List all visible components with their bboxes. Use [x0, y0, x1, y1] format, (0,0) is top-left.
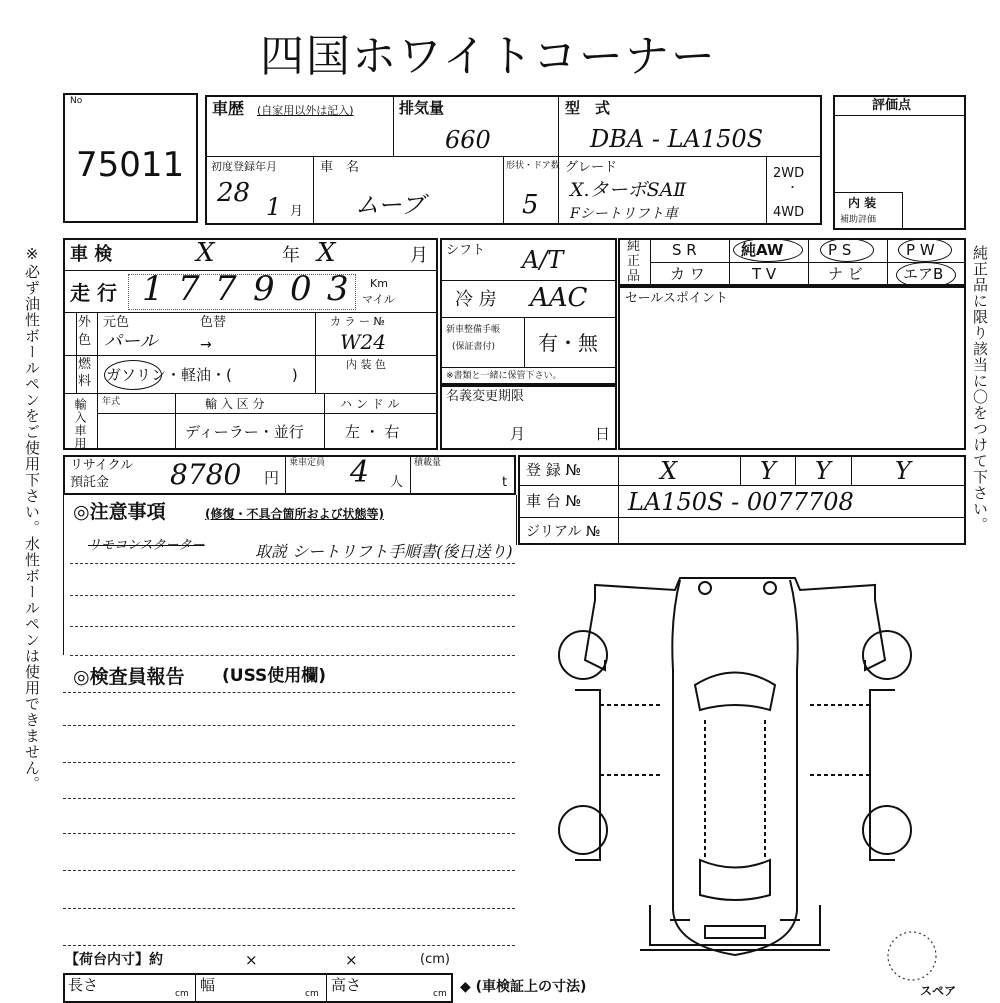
name-change-label: 名義変更期限: [446, 389, 525, 404]
color-no-label: カ ラ ー №: [330, 315, 385, 328]
drive-dot: ・: [787, 181, 798, 194]
spare-tire-icon: [880, 928, 946, 984]
notes-line: [70, 655, 515, 656]
notes-line-1: 取説 シートリフト手順書(後日送り): [255, 542, 513, 561]
equipment-sr: S R: [672, 241, 697, 259]
mileage-digit: 3: [327, 269, 349, 309]
inspector-line: [63, 870, 515, 871]
history-note: (自家用以外は記入): [257, 104, 354, 117]
length-unit: cm: [175, 989, 189, 999]
registration-value-2: Y: [760, 457, 776, 485]
chassis-value: LA150S - 0077708: [628, 488, 854, 516]
first-reg-year: 28: [217, 178, 251, 208]
car-name-label: 車 名: [320, 160, 360, 175]
history-label: 車歴: [212, 99, 245, 118]
shaken-year-value: X: [196, 238, 215, 268]
notes-subtitle: (修復・不具合箇所および状態等): [205, 507, 384, 521]
equipment-label-3: 品: [627, 269, 641, 284]
exterior-label-1: 外: [78, 315, 92, 330]
equipment-label-1: 純: [627, 239, 641, 254]
mileage-digit: 0: [290, 269, 312, 309]
equipment-label-2: 正: [627, 254, 641, 269]
first-reg-month-unit: 月: [290, 204, 304, 219]
height-unit: cm: [433, 989, 447, 999]
warranty-note: ※書類と一緒に保管下さい。: [446, 371, 562, 381]
capacity-label: 乗車定員: [289, 458, 326, 468]
spare-label: スペア: [920, 984, 957, 998]
exterior-label-2: 色: [78, 333, 92, 348]
notes-line: [70, 595, 515, 596]
grade-value-2: Fシートリフト車: [570, 206, 678, 222]
inspector-subtitle: (USS使用欄): [222, 666, 327, 686]
displacement-label: 排気量: [399, 99, 445, 117]
color-no-value: W24: [340, 330, 387, 354]
score-label: 評価点: [872, 98, 912, 113]
pw-circle-mark: [898, 238, 952, 262]
sales-point-label: セールスポイント: [625, 291, 728, 306]
registration-value-4: Y: [895, 457, 911, 485]
notes-struck-text: リモコンスターター: [88, 538, 205, 553]
length-label: 長さ: [68, 976, 99, 994]
equipment-pw: P W: [906, 241, 935, 259]
grade-label: グレード: [565, 160, 618, 175]
handle-label: ハ ン ド ル: [340, 397, 400, 411]
shaken-month-unit: 月: [410, 245, 428, 266]
orig-color-value: パール: [104, 331, 158, 352]
capacity-unit: 人: [390, 475, 404, 490]
registration-value-1: X: [660, 457, 678, 485]
dimensions-grid: [63, 973, 453, 1003]
doors-label: 形状・ドア数: [506, 161, 560, 171]
shaken-year-unit: 年: [282, 245, 300, 266]
equipment-airbag: エアB: [903, 265, 944, 283]
first-reg-label: 初度登録年月: [211, 160, 277, 173]
name-change-month: 月: [510, 425, 526, 443]
model-type-value: DBA - LA150S: [590, 125, 764, 153]
fuel-label-1: 燃: [78, 357, 92, 372]
ac-label: 冷 房: [455, 289, 497, 310]
serial-label: ジリアル №: [526, 524, 601, 540]
interior-score-label: 内 装: [848, 196, 877, 210]
warranty-options: 有・無: [538, 331, 598, 355]
orig-color-label: 元色: [103, 315, 130, 330]
interior-color-label: 内 装 色: [346, 358, 386, 371]
height-label: 高さ: [331, 976, 362, 994]
aux-score-label: 補助評価: [840, 215, 877, 225]
doors-value: 5: [522, 190, 539, 220]
lot-label: No: [70, 96, 83, 106]
inspector-line: [63, 798, 515, 799]
warranty-label-1: 新車整備手帳: [446, 325, 501, 335]
car-diagram: [555, 560, 915, 975]
recycle-label-1: リサイクル: [70, 458, 134, 473]
left-side-note: ※必ず油性ボールペンをご使用下さい。水性ボールペンは使用できません。: [23, 245, 41, 792]
handle-options: 左 ・ 右: [345, 423, 400, 441]
mileage-digit: 7: [178, 269, 200, 309]
sales-point-box: [618, 286, 966, 450]
recycle-label-2: 預託金: [70, 475, 110, 490]
equipment-tv: T V: [752, 265, 777, 283]
inspector-line: [63, 762, 515, 763]
lot-number: 75011: [76, 145, 185, 185]
equipment-navi: ナ ビ: [828, 265, 863, 283]
displacement-value: 660: [445, 126, 491, 154]
equipment-aw: 純AW: [741, 241, 784, 259]
mileage-unit-mile: マイル: [362, 293, 395, 306]
cargo-unit: (cm): [420, 952, 450, 967]
fuel-label-2: 料: [78, 374, 92, 389]
name-change-day: 日: [595, 425, 611, 443]
ac-value: AAC: [530, 283, 588, 313]
load-unit: t: [502, 475, 508, 490]
fuel-circle-mark: [104, 360, 162, 390]
capacity-value: 4: [350, 455, 370, 490]
right-side-note: 純正品に限り該当に〇をつけて下さい。: [971, 245, 989, 533]
airbag-circle-mark: [896, 262, 956, 288]
aw-circle-mark: [733, 238, 803, 262]
recycle-value: 8780: [170, 458, 242, 491]
mileage-digit: 1: [142, 269, 164, 309]
shaken-month-value: X: [317, 238, 336, 268]
car-name-value: ムーブ: [355, 191, 425, 219]
import-class-label: 輸 入 区 分: [205, 397, 265, 411]
notes-line: [70, 626, 515, 627]
mileage-digit: 9: [253, 269, 275, 309]
inspector-line: [63, 725, 515, 726]
equipment-ps: P S: [828, 241, 852, 259]
width-unit: cm: [305, 989, 319, 999]
inspector-title: ◎検査員報告: [73, 666, 185, 688]
mileage-unit-km: Km: [370, 277, 388, 290]
drive-2wd: 2WD: [773, 166, 805, 181]
import-label: 輸入車用: [73, 398, 87, 450]
inspector-line: [63, 908, 515, 909]
chassis-label: 車 台 №: [526, 492, 582, 510]
inspector-line: [63, 833, 515, 834]
cargo-x2: ×: [345, 951, 358, 969]
shift-label: シフト: [446, 243, 486, 258]
inspector-line: [63, 692, 515, 693]
ps-circle-mark: [820, 238, 874, 262]
warranty-label-2: (保証書付): [452, 342, 496, 352]
shaken-label: 車 検: [70, 244, 113, 265]
equipment-leather: カ ワ: [670, 265, 705, 283]
inspector-line: [63, 945, 515, 946]
width-label: 幅: [200, 976, 216, 994]
registration-value-3: Y: [815, 457, 831, 485]
load-label: 積載量: [414, 458, 442, 468]
first-reg-month: 1: [266, 193, 282, 221]
recycle-unit: 円: [264, 469, 280, 487]
dimensions-note: ◆ (車検証上の寸法): [460, 979, 587, 995]
mileage-label: 走 行: [70, 281, 117, 305]
import-class-options: ディーラー・並行: [185, 423, 304, 441]
shift-value: A/T: [522, 246, 564, 274]
notes-title: ◎注意事項: [73, 501, 166, 523]
model-type-label: 型 式: [565, 99, 611, 117]
page-title: 四国ホワイトコーナー: [260, 31, 717, 82]
grade-value-1: X.ターボSAⅡ: [570, 179, 687, 201]
change-color-label: 色替: [200, 315, 227, 330]
cargo-x1: ×: [245, 951, 258, 969]
registration-label: 登 録 №: [526, 461, 582, 479]
cargo-label: 【荷台内寸】約: [65, 952, 163, 968]
fuel-options: ガソリン・軽油・( ): [106, 366, 298, 384]
drive-4wd: 4WD: [773, 205, 805, 220]
notes-line: [70, 563, 515, 564]
color-arrow: →: [200, 337, 212, 353]
import-year-label: 年式: [102, 397, 121, 407]
mileage-digit: 7: [215, 269, 237, 309]
